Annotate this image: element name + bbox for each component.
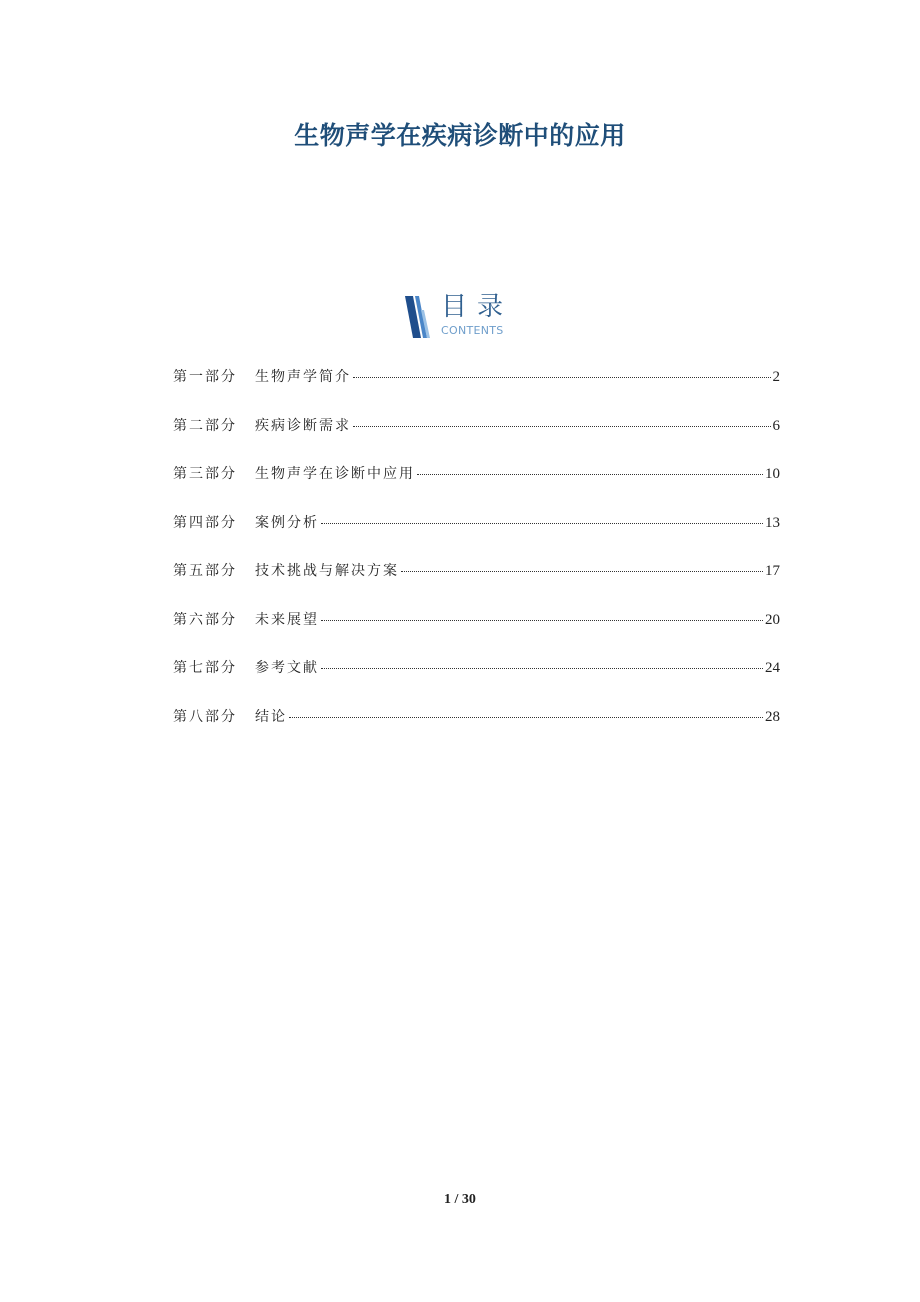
toc-entry[interactable] xyxy=(173,366,780,415)
toc-leader-dots xyxy=(417,474,763,475)
toc-entry-part: 第六部分 xyxy=(173,611,237,628)
toc-entry-title: 疾病诊断需求 xyxy=(255,417,351,434)
toc-subheading: CONTENTS xyxy=(441,324,504,337)
toc-leader-dots xyxy=(401,571,763,572)
toc-entry-page: 17 xyxy=(765,563,780,579)
toc-entry-page: 24 xyxy=(765,660,780,676)
toc-entry-page: 2 xyxy=(772,369,780,385)
document-title: 生物声学在疾病诊断中的应用 xyxy=(294,121,626,150)
toc-entry[interactable] xyxy=(173,512,780,561)
toc-entry[interactable] xyxy=(173,609,780,658)
toc-entry-title: 未来展望 xyxy=(255,611,319,628)
toc-heading: 目录 xyxy=(441,292,514,322)
toc-header xyxy=(405,292,535,340)
toc-entry-title: 技术挑战与解决方案 xyxy=(255,563,399,579)
toc-entry-page: 13 xyxy=(765,514,780,531)
toc-entry[interactable] xyxy=(173,560,780,609)
toc-leader-dots xyxy=(289,717,763,718)
toc-entry-page: 6 xyxy=(772,417,780,434)
toc-entry-title: 生物声学在诊断中应用 xyxy=(255,466,415,482)
toc-entry-page: 28 xyxy=(765,708,780,725)
toc-leader-dots xyxy=(321,620,763,621)
toc-leader-dots xyxy=(321,523,763,524)
toc-entry-part: 第二部分 xyxy=(173,417,237,434)
blue-slanted-bars-icon xyxy=(405,296,431,338)
toc-entry-part: 第八部分 xyxy=(173,708,237,725)
toc-leader-dots xyxy=(353,377,771,378)
toc-entry[interactable] xyxy=(173,463,780,512)
toc-entry-title: 结论 xyxy=(255,708,287,725)
toc-entry-title: 生物声学简介 xyxy=(255,369,351,385)
toc-list xyxy=(173,366,780,754)
toc-entry[interactable] xyxy=(173,415,780,464)
toc-entry-part: 第三部分 xyxy=(173,466,237,482)
toc-entry-title: 案例分析 xyxy=(255,514,319,531)
toc-entry[interactable] xyxy=(173,657,780,706)
toc-entry-page: 20 xyxy=(765,611,780,628)
toc-leader-dots xyxy=(353,426,771,427)
toc-entry-part: 第一部分 xyxy=(173,369,237,385)
page-number: 1 / 30 xyxy=(444,1192,476,1207)
toc-entry-page: 10 xyxy=(765,466,780,482)
toc-entry-part: 第四部分 xyxy=(173,514,237,531)
toc-entry-title: 参考文献 xyxy=(255,660,319,676)
toc-entry-part: 第七部分 xyxy=(173,660,237,676)
toc-entry-part: 第五部分 xyxy=(173,563,237,579)
toc-entry[interactable] xyxy=(173,706,780,755)
toc-leader-dots xyxy=(321,668,763,669)
